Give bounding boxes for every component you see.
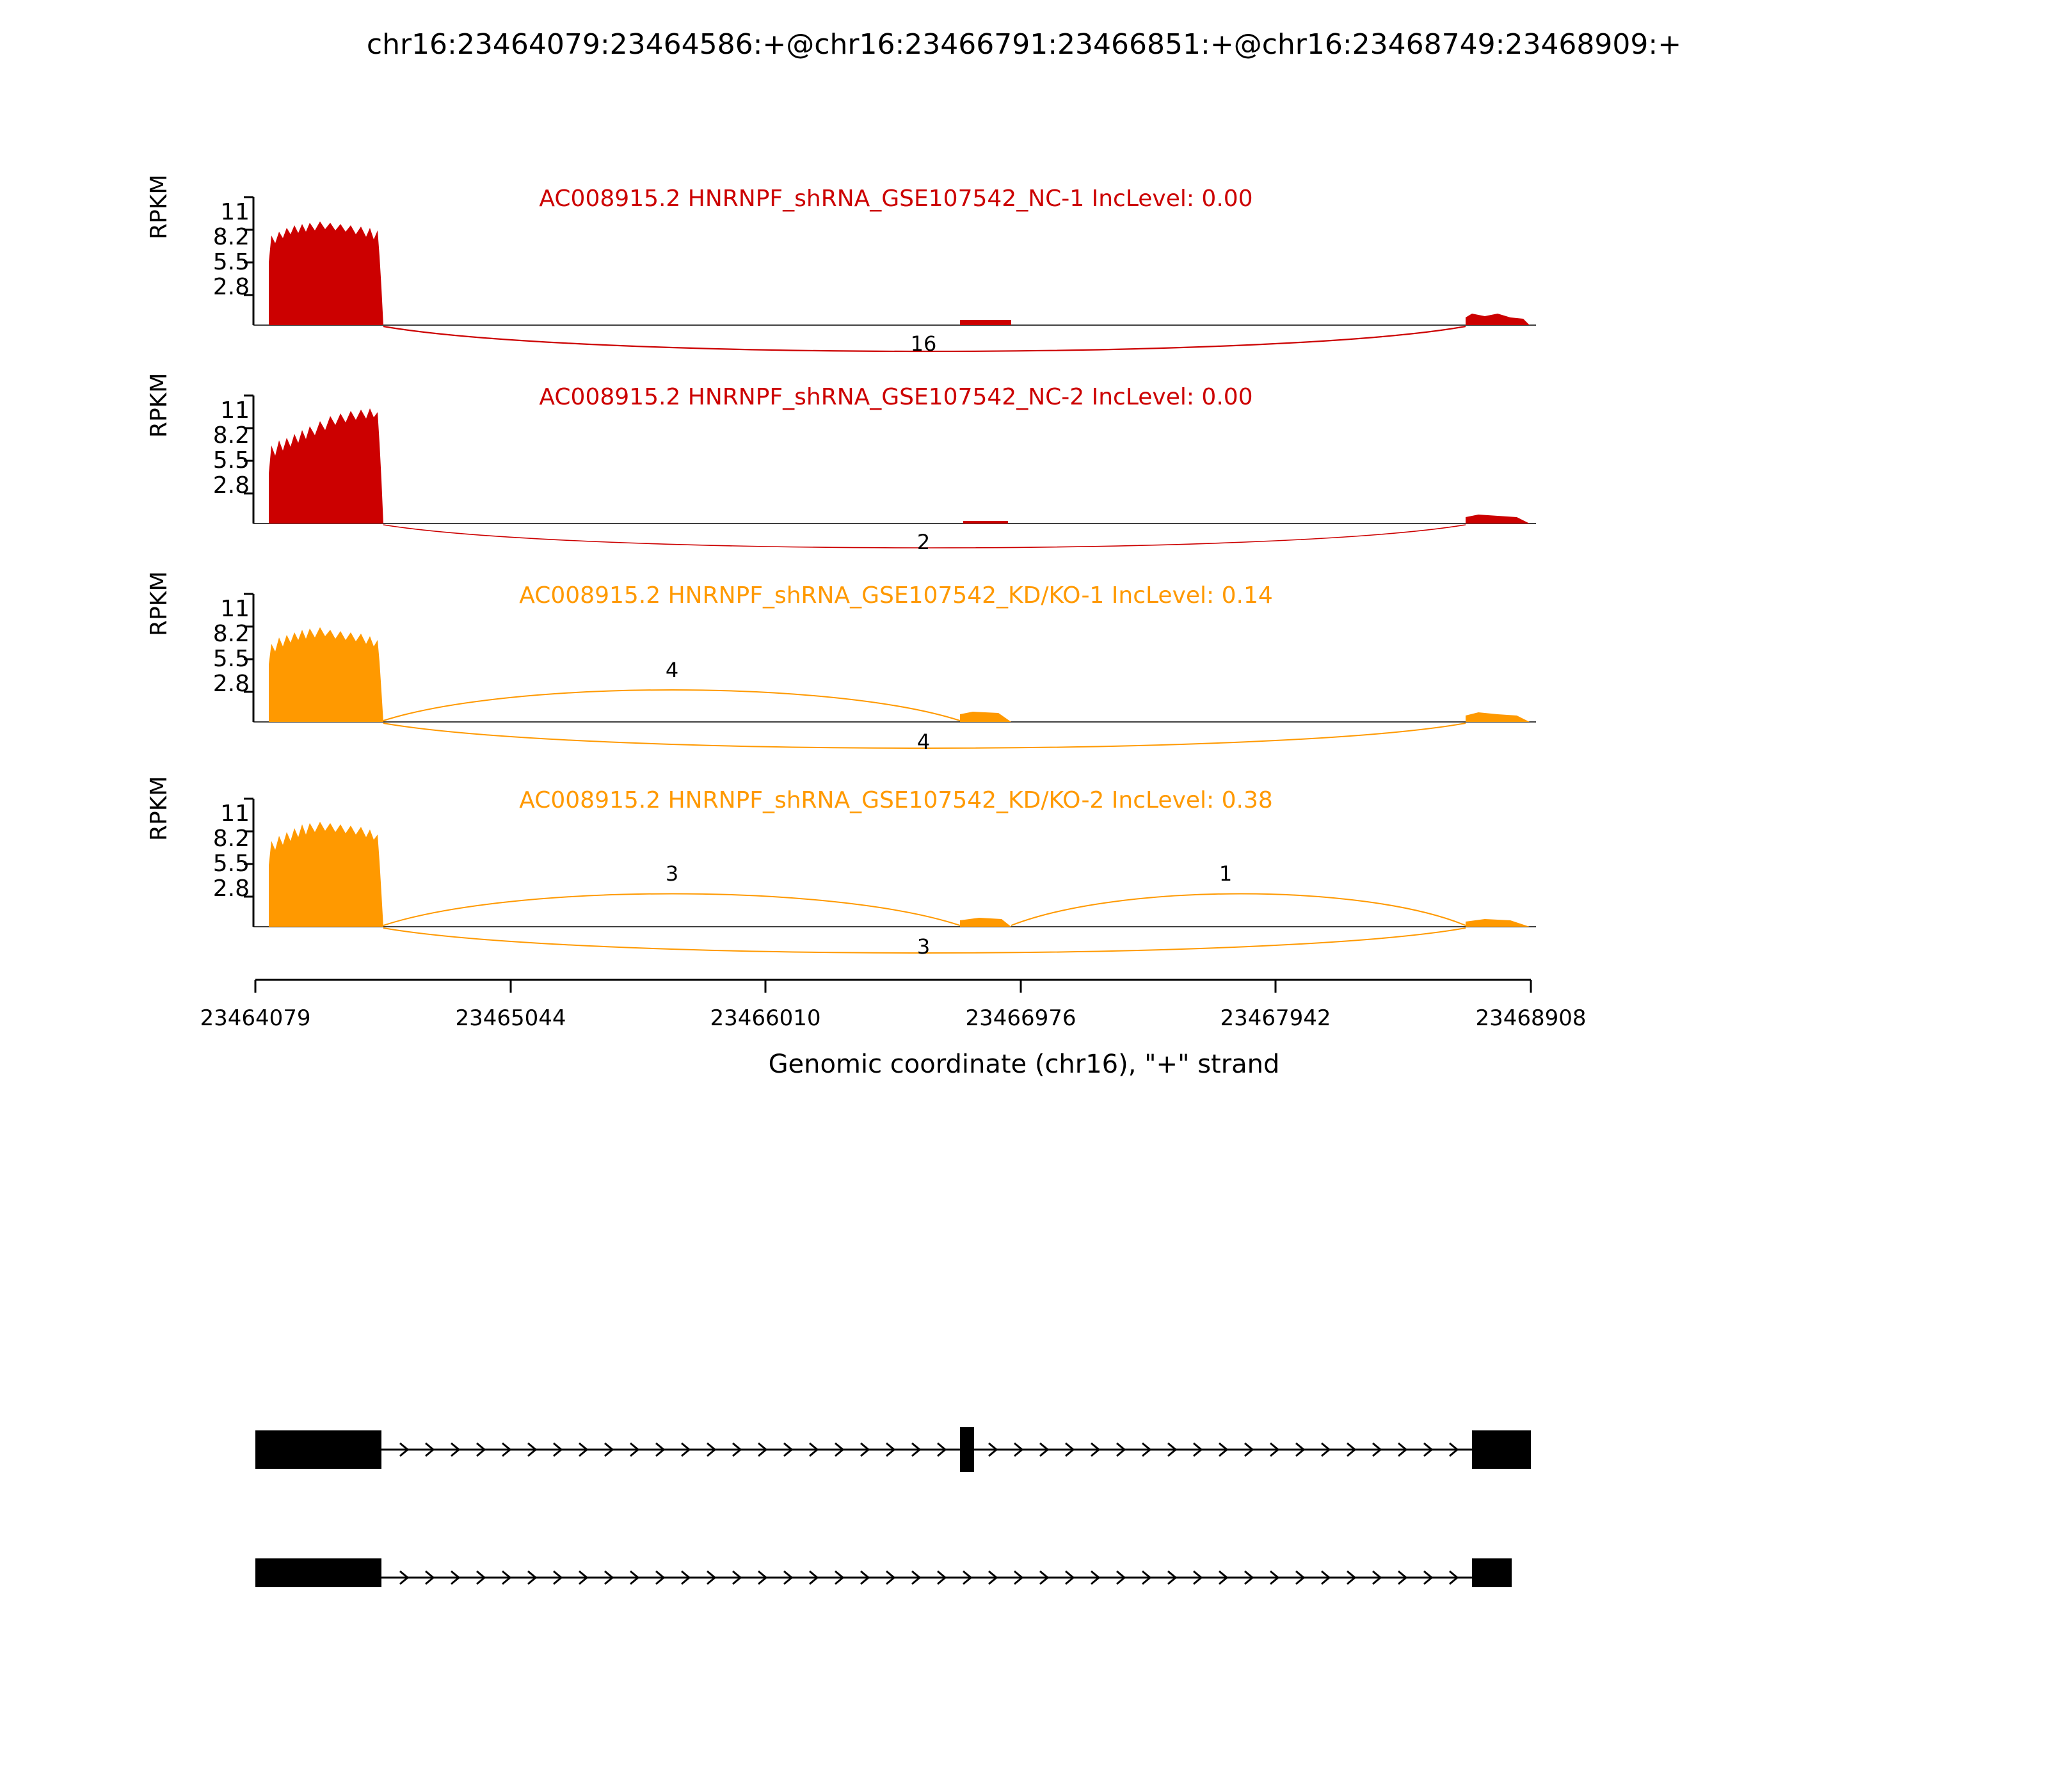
y-axis-label-kd-2: RPKM <box>146 776 172 841</box>
junction-count-label: 3 <box>665 861 679 886</box>
y-tick: 2.8 <box>212 671 250 697</box>
junction-count-label: 1 <box>1219 861 1233 886</box>
y-tick: 8.2 <box>212 224 250 250</box>
transcript-models-svg <box>0 1331 2048 1587</box>
y-tick: 8.2 <box>212 826 250 852</box>
y-tick: 11 <box>220 199 250 225</box>
coverage-plot-kd-2 <box>0 787 2048 973</box>
sashimi-track-kd-1 <box>0 571 2048 768</box>
y-tick: 11 <box>220 801 250 827</box>
y-tick: 5.5 <box>212 851 250 877</box>
junction-count-label: 3 <box>916 934 931 959</box>
track-title-kd-2: AC008915.2 HNRNPF_shRNA_GSE107542_KD/KO-2 IncLevel: 0.38 <box>519 787 1273 813</box>
x-tick-label: 23466010 <box>710 1005 821 1031</box>
sashimi-track-nc-2 <box>0 372 2048 557</box>
coverage-plot-nc-2 <box>0 384 2048 557</box>
junction-count-label: 4 <box>916 730 931 754</box>
junction-count-label: 16 <box>910 332 937 356</box>
y-tick: 5.5 <box>212 447 250 474</box>
y-tick: 2.8 <box>212 876 250 902</box>
x-tick-label: 23468908 <box>1475 1005 1587 1031</box>
sashimi-track-kd-2 <box>0 776 2048 973</box>
track-title-kd-1: AC008915.2 HNRNPF_shRNA_GSE107542_KD/KO-1 IncLevel: 0.14 <box>519 582 1273 609</box>
x-tick-label: 23464079 <box>200 1005 311 1031</box>
y-tick: 2.8 <box>212 472 250 499</box>
x-tick-label: 23467942 <box>1220 1005 1331 1031</box>
track-title-nc-1: AC008915.2 HNRNPF_shRNA_GSE107542_NC-1 IncLevel: 0.00 <box>539 186 1253 212</box>
page-title: chr16:23464079:23464586:+@chr16:23466791:23466851:+@chr16:23468749:23468909:+ <box>366 28 1682 61</box>
y-axis-label-kd-1: RPKM <box>146 571 172 636</box>
x-tick-label: 23465044 <box>455 1005 566 1031</box>
y-tick: 8.2 <box>212 621 250 647</box>
junction-count-label: 4 <box>665 658 679 682</box>
x-tick-label: 23466976 <box>965 1005 1076 1031</box>
transcript-models <box>0 1331 2048 1587</box>
x-axis-title: Genomic coordinate (chr16), "+" strand <box>768 1050 1280 1079</box>
coverage-plot-nc-1 <box>0 186 2048 358</box>
y-axis-label-nc-1: RPKM <box>146 174 172 239</box>
y-tick: 5.5 <box>212 249 250 275</box>
y-tick: 8.2 <box>212 422 250 449</box>
y-tick: 11 <box>220 596 250 622</box>
junction-count-label: 2 <box>916 530 931 554</box>
coverage-plot-kd-1 <box>0 582 2048 768</box>
track-title-nc-2: AC008915.2 HNRNPF_shRNA_GSE107542_NC-2 IncLevel: 0.00 <box>539 384 1253 410</box>
transcript-inclusion-isoform <box>255 1427 1531 1472</box>
y-tick: 5.5 <box>212 646 250 672</box>
y-tick: 2.8 <box>212 274 250 300</box>
y-tick: 11 <box>220 397 250 424</box>
transcript-skipping-isoform <box>255 1558 1512 1587</box>
y-axis-label-nc-2: RPKM <box>146 372 172 438</box>
sashimi-track-nc-1 <box>0 174 2048 358</box>
